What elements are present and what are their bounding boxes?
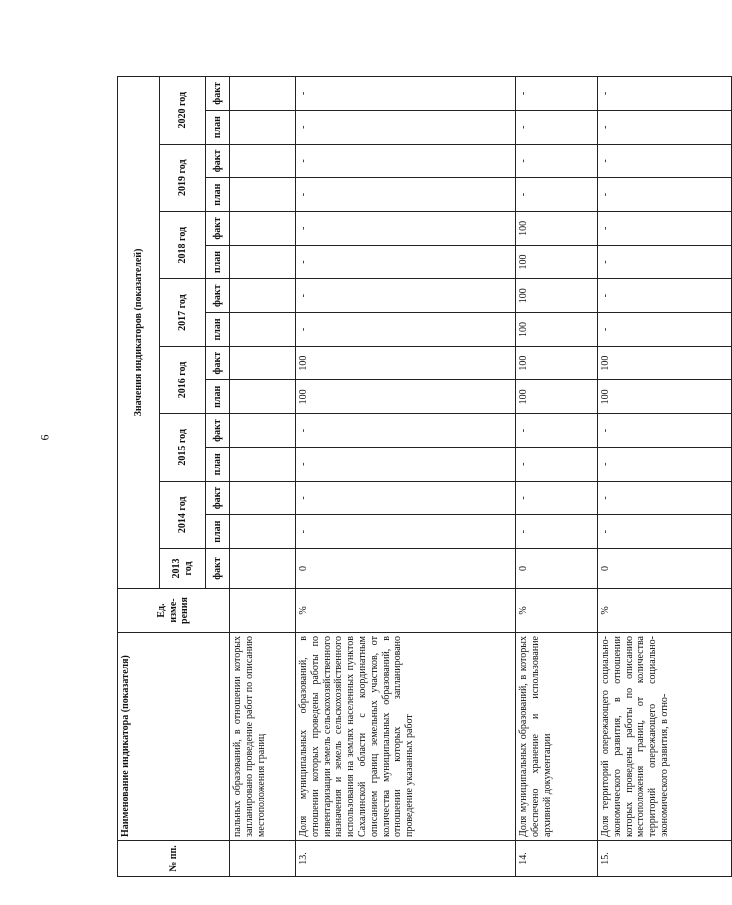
indicator-value-cell [230, 144, 296, 178]
plan-header: план [206, 515, 230, 549]
indicator-value-cell: - [516, 110, 598, 144]
indicator-name: Доля муниципальных образований, в отношении которых проведены работы по инвентаризации земель сельскохозяйственного назначения и земель сельскохозяйственного использования на землях населенных пунктов Сахалинской области с координатным описанием границ земельных участков, от количества муниципальных образований, в отношении которых запланировано проведение указанных работ [296, 633, 516, 841]
indicator-value-cell: 100 [598, 380, 732, 414]
indicator-value-cell: - [516, 481, 598, 515]
indicator-name: пальных образований, в отношении которых запланировано проведение работ по описанию местоположения границ [230, 633, 296, 841]
indicator-value-cell [230, 110, 296, 144]
year-header-2018: 2018 год [160, 211, 206, 278]
indicator-value-cell: 0 [598, 549, 732, 589]
year-header-2017: 2017 год [160, 279, 206, 346]
indicator-value-cell: - [296, 313, 516, 347]
indicator-unit [230, 589, 296, 633]
indicator-value-cell: 100 [296, 346, 516, 380]
indicator-value-cell: - [296, 76, 516, 110]
plan-header: план [206, 380, 230, 414]
fact-header: факт [206, 414, 230, 448]
indicator-value-cell: - [296, 481, 516, 515]
row-number: 13. [296, 841, 516, 877]
year-header-2016: 2016 год [160, 346, 206, 413]
indicator-value-cell: - [296, 144, 516, 178]
indicator-value-cell [230, 245, 296, 279]
indicator-value-cell: - [296, 211, 516, 245]
indicator-value-cell: - [296, 110, 516, 144]
indicator-value-cell [230, 380, 296, 414]
indicator-name: Доля муниципальных образований, в которых обеспечено хранение и использование архивной документации [516, 633, 598, 841]
indicator-value-cell: - [598, 515, 732, 549]
fact-header: факт [206, 76, 230, 110]
indicator-value-cell [230, 76, 296, 110]
indicator-value-cell [230, 211, 296, 245]
table-row [598, 76, 732, 876]
year-header-2019: 2019 год [160, 144, 206, 211]
fact-header: факт [206, 211, 230, 245]
column-unit-header: Ед. изме-рения [118, 589, 230, 633]
indicator-table-container [117, 77, 670, 877]
indicator-value-cell [230, 447, 296, 481]
indicator-value-cell: - [296, 279, 516, 313]
indicator-value-cell: 0 [516, 549, 598, 589]
indicator-value-cell: - [598, 481, 732, 515]
indicator-value-cell: - [516, 414, 598, 448]
row-number: 15. [598, 841, 732, 877]
indicator-value-cell: 100 [516, 313, 598, 347]
column-name-header: Наименование индикатора (показателя) [118, 633, 230, 841]
year-header-2015: 2015 год [160, 414, 206, 481]
indicator-value-cell [230, 515, 296, 549]
indicator-value-cell: 100 [516, 346, 598, 380]
indicator-value-cell [230, 481, 296, 515]
indicator-value-cell: 0 [296, 549, 516, 589]
indicator-value-cell: - [598, 110, 732, 144]
page-number: 6 [37, 434, 52, 441]
year-header-2014: 2014 год [160, 481, 206, 548]
indicator-value-cell: 100 [516, 211, 598, 245]
indicator-value-cell [230, 346, 296, 380]
indicator-value-cell: 100 [598, 346, 732, 380]
indicator-value-cell: 100 [516, 380, 598, 414]
indicator-value-cell: - [516, 447, 598, 481]
indicator-value-cell: - [598, 313, 732, 347]
indicator-unit: % [598, 589, 732, 633]
table-row [516, 76, 598, 876]
year-header-2013: 2013 год [160, 549, 206, 589]
plan-header: план [206, 245, 230, 279]
indicator-name: Доля территорий опережающего социально-экономического развития, в отношении которых проведены работы по описанию местоположения границ, от количества территорий опережающего социально-экономического развития, в отно- [598, 633, 732, 841]
fact-header: факт [206, 279, 230, 313]
plan-header: план [206, 313, 230, 347]
indicator-value-cell: - [296, 515, 516, 549]
indicator-value-cell [230, 178, 296, 212]
indicator-value-cell: - [598, 144, 732, 178]
indicator-value-cell [230, 549, 296, 589]
indicator-value-cell: 100 [516, 245, 598, 279]
indicator-value-cell [230, 313, 296, 347]
indicator-value-cell: - [598, 76, 732, 110]
indicator-value-cell: - [598, 211, 732, 245]
indicator-value-cell: - [296, 414, 516, 448]
indicator-values-header: Значения индикаторов (показателей) [118, 76, 160, 588]
indicator-value-cell: - [516, 515, 598, 549]
indicator-value-cell: - [516, 76, 598, 110]
indicator-value-cell: 100 [516, 279, 598, 313]
indicator-value-cell: - [296, 447, 516, 481]
table-row [230, 76, 296, 876]
table-row [296, 76, 516, 876]
indicator-unit: % [516, 589, 598, 633]
plan-header: план [206, 178, 230, 212]
column-number-header: № пп. [118, 841, 230, 877]
indicator-value-cell: - [296, 178, 516, 212]
indicator-value-cell: 100 [296, 380, 516, 414]
fact-header: факт [206, 481, 230, 515]
indicator-value-cell: - [598, 447, 732, 481]
year-header-2020: 2020 год [160, 76, 206, 144]
plan-header: план [206, 447, 230, 481]
indicator-value-cell: - [516, 178, 598, 212]
row-number [230, 841, 296, 877]
indicator-value-cell [230, 414, 296, 448]
indicator-value-cell: - [296, 245, 516, 279]
fact-header: факт [206, 144, 230, 178]
indicator-value-cell: - [598, 245, 732, 279]
indicator-value-cell: - [516, 144, 598, 178]
fact-header: факт [206, 346, 230, 380]
indicator-value-cell: - [598, 279, 732, 313]
fact-header: факт [206, 549, 230, 589]
indicator-table [117, 76, 732, 877]
indicator-value-cell: - [598, 178, 732, 212]
indicator-value-cell [230, 279, 296, 313]
row-number: 14. [516, 841, 598, 877]
indicator-value-cell: - [598, 414, 732, 448]
plan-header: план [206, 110, 230, 144]
indicator-unit: % [296, 589, 516, 633]
